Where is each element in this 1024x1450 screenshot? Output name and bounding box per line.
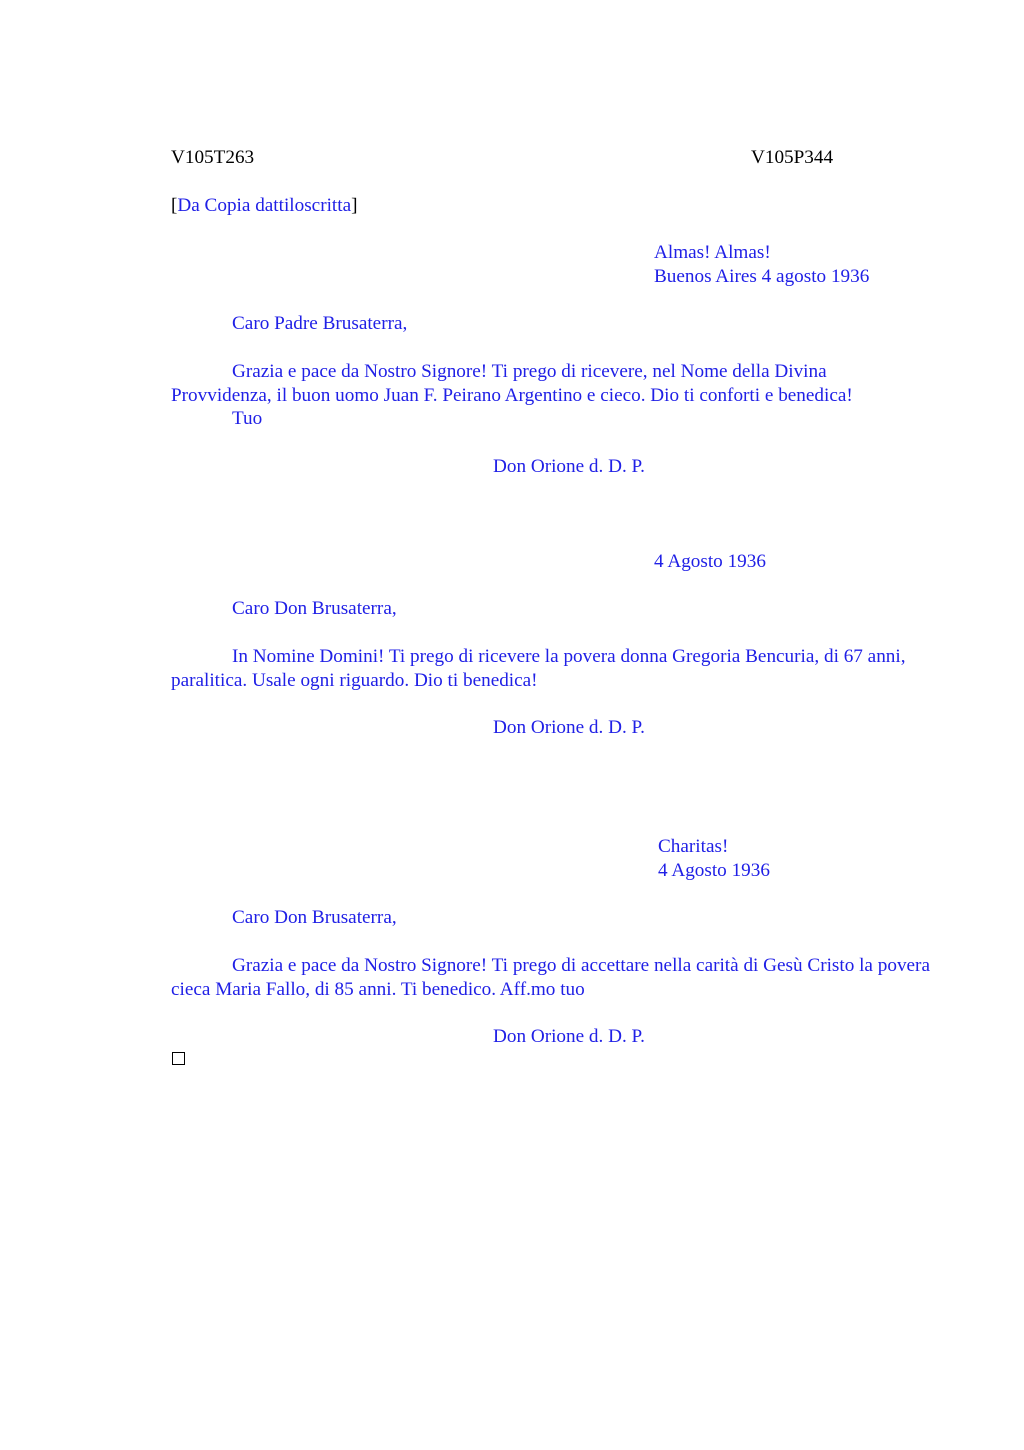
source-note xyxy=(171,194,358,218)
source-note-text: Da Copia dattiloscritta xyxy=(177,195,352,216)
letter-3-salutation: Caro Don Brusaterra, xyxy=(232,907,397,928)
letter-2-body: In Nomine Domini! Ti prego di ricevere la povera donna Gregoria Bencuria, di 67 anni, paralitica. Usale ogni riguardo. Dio ti benedica! xyxy=(171,646,906,691)
letter-1-closing: Tuo xyxy=(232,408,263,429)
letter-3-date: 4 Agosto 1936 xyxy=(658,860,770,881)
source-note-open-bracket: [ xyxy=(171,195,178,216)
document-code-left: V105T263 xyxy=(171,147,255,168)
letter-2-salutation: Caro Don Brusaterra, xyxy=(232,598,397,619)
letter-3-motto: Charitas! xyxy=(658,836,729,857)
letter-1-motto: Almas! Almas! xyxy=(654,242,771,263)
letter-2-signature: Don Orione d. D. P. xyxy=(493,717,645,738)
letter-3-body: Grazia e pace da Nostro Signore! Ti prego di accettare nella carità di Gesù Cristo la povera cieca Maria Fallo, di 85 anni. Ti benedico. Aff.mo tuo xyxy=(171,955,930,1000)
letter-1-salutation: Caro Padre Brusaterra, xyxy=(232,313,408,334)
letter-3-signature: Don Orione d. D. P. xyxy=(493,1026,645,1047)
letter-2-date: 4 Agosto 1936 xyxy=(654,551,766,572)
letter-1-date: Buenos Aires 4 agosto 1936 xyxy=(654,266,870,287)
end-square-icon xyxy=(172,1052,185,1065)
letter-1-signature: Don Orione d. D. P. xyxy=(493,456,645,477)
document-code-right: V105P344 xyxy=(751,147,834,168)
letter-1-body: Grazia e pace da Nostro Signore! Ti prego di ricevere, nel Nome della Divina Provvidenza, il buon uomo Juan F. Peirano Argentino e cieco. Dio ti conforti e benedica! xyxy=(171,361,853,406)
source-note-close-bracket: ] xyxy=(351,195,358,216)
